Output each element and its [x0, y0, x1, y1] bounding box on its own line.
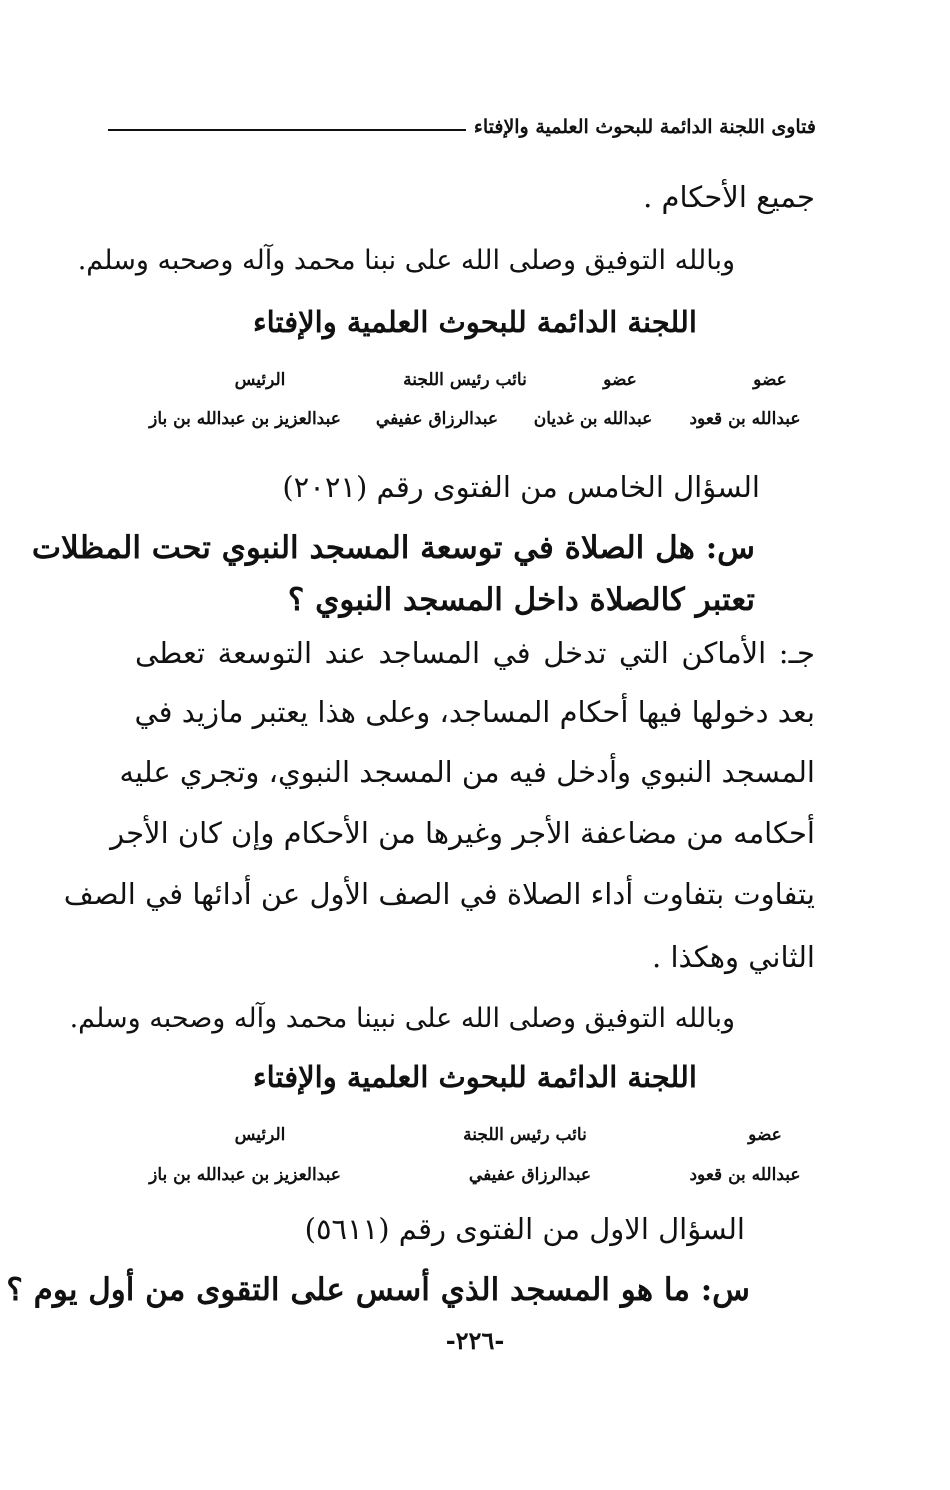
signatory-role: نائب رئيس اللجنة: [463, 1125, 587, 1145]
answer-line: الثاني وهكذا .: [652, 940, 815, 974]
closing-prayer: وبالله التوفيق وصلى الله على نبينا محمد وآله وصحبه وسلم.: [69, 1003, 735, 1034]
committee-title: اللجنة الدائمة للبحوث العلمية والإفتاء: [253, 305, 697, 339]
header-title: فتاوى اللجنة الدائمة للبحوث العلمية والإفتاء: [473, 116, 816, 138]
signatory-name: عبدالله بن قعود: [689, 1165, 801, 1185]
page-number: -٢٢٦-: [445, 1326, 505, 1355]
signatory-name: عبدالله بن قعود: [689, 409, 801, 429]
answer-line: أحكامه من مضاعفة الأجر وغيرها من الأحكام وإن كان الأجر: [110, 816, 815, 850]
running-header: [108, 112, 816, 142]
signatory-role: عضو: [603, 370, 637, 390]
answer-line: بعد دخولها فيها أحكام المساجد، وعلى هذا يعتبر مازيد في: [134, 695, 815, 729]
signatory-role: الرئيس: [234, 1125, 286, 1145]
answer-line: المسجد النبوي وأدخل فيه من المسجد النبوي، وتجري عليه: [119, 755, 815, 789]
signatory-name: عبدالرزاق عفيفي: [375, 409, 499, 429]
fatwa-heading: السؤال الخامس من الفتوى رقم (٢٠٢١): [282, 470, 760, 504]
signatory-name: عبدالله بن غديان: [533, 409, 653, 429]
text-line: جميع الأحكام .: [643, 180, 815, 214]
signatory-role: عضو: [748, 1125, 782, 1145]
question-line: تعتبر كالصلاة داخل المسجد النبوي ؟: [287, 582, 755, 618]
signatory-role: عضو: [753, 370, 787, 390]
header-rule: [108, 129, 466, 131]
signatory-name: عبدالرزاق عفيفي: [468, 1165, 592, 1185]
signatory-role: نائب رئيس اللجنة: [403, 370, 527, 390]
question-line: س: ما هو المسجد الذي أسس على التقوى من أول يوم ؟: [6, 1272, 750, 1308]
committee-title: اللجنة الدائمة للبحوث العلمية والإفتاء: [253, 1060, 697, 1094]
answer-line: جـ: الأماكن التي تدخل في المساجد عند التوسعة تعطى: [135, 636, 815, 670]
signatory-name: عبدالعزيز بن عبدالله بن باز: [149, 409, 341, 429]
signatory-role: الرئيس: [234, 370, 286, 390]
signatory-name: عبدالعزيز بن عبدالله بن باز: [149, 1165, 341, 1185]
answer-line: يتفاوت بتفاوت أداء الصلاة في الصف الأول عن أدائها في الصف: [63, 877, 815, 911]
question-line: س: هل الصلاة في توسعة المسجد النبوي تحت المظلات: [31, 530, 755, 566]
closing-prayer: وبالله التوفيق وصلى الله على نبنا محمد وآله وصحبه وسلم.: [77, 245, 735, 276]
fatwa-heading: السؤال الاول من الفتوى رقم (٥٦١١): [304, 1212, 745, 1246]
